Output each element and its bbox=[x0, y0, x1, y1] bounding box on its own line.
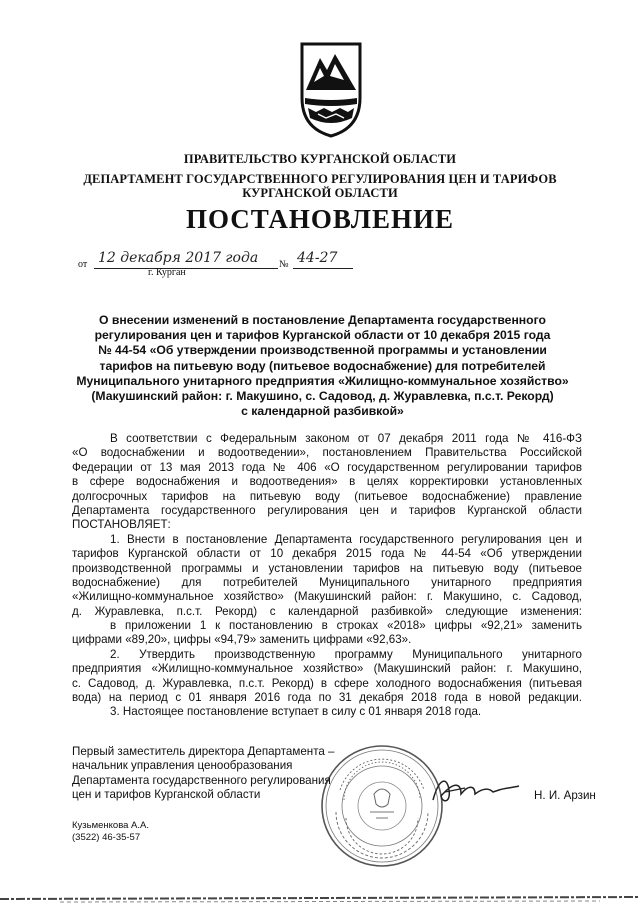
subject-line: тарифов на питьевую воду (питьевое водоснабжение) для потребителей bbox=[99, 358, 546, 373]
body-line: вода) на период с 01 января 2016 года по 31 декабря 2018 года в новой редакции. bbox=[72, 691, 582, 705]
body-line: с. Садовод, д. Журавлевка, п.с.т. Рекорд) в сфере холодного водоснабжения (питьевая bbox=[72, 676, 582, 690]
signatory-position-line: Первый заместитель директора Департамента – bbox=[72, 745, 335, 758]
signature-block bbox=[72, 745, 335, 803]
document-body bbox=[72, 432, 582, 720]
subject-line: О внесении изменений в постановление Департамента государственного bbox=[99, 313, 546, 327]
body-line: Департамента государственного регулирования цен и тарифов Курганской области bbox=[72, 503, 582, 517]
date-line bbox=[78, 250, 378, 280]
executor-name: Кузьменкова А.А. bbox=[72, 820, 150, 831]
executor-phone: (3522) 46-35-57 bbox=[72, 832, 141, 843]
body-line: ПОСТАНОВЛЯЕТ: bbox=[72, 518, 171, 532]
signatory-name: Н. И. Арзин bbox=[534, 789, 596, 802]
signatory-position-line: начальник управления ценообразования bbox=[72, 759, 293, 773]
document-title: ПОСТАНОВЛЕНИЕ bbox=[185, 204, 455, 234]
subject-line: № 44-54 «Об утверждении производственной программы и установлении bbox=[98, 343, 547, 358]
body-line: в сфере водоснабжения и водоотведения» в целях корректировки установленных bbox=[72, 475, 582, 489]
body-line: цифрами «89,20», цифры «94,79» заменить цифрами «92,63». bbox=[72, 633, 412, 647]
coat-of-arms-emblem bbox=[296, 36, 366, 138]
body-line: долгосрочных тарифов на питьевую воду (питьевое водоснабжение) правление bbox=[72, 489, 582, 503]
scan-border-noise bbox=[0, 891, 640, 905]
signatory-position-line: цен и тарифов Курганской области bbox=[72, 788, 261, 802]
number-label: № bbox=[279, 259, 289, 270]
subject-line: (Макушинский район: г. Макушино, с. Садовод, д. Журавлевка, п.с.т. Рекорд) bbox=[91, 389, 554, 404]
document-number: 44-27 bbox=[293, 250, 353, 269]
city-label: г. Курган bbox=[148, 267, 186, 278]
body-line: «Жилищно-коммунальное хозяйство» (Макушинский район: г. Макушино, с. Садовод, bbox=[72, 590, 582, 604]
date-from-label: от bbox=[78, 259, 88, 270]
executor-block bbox=[72, 820, 149, 844]
body-line: тарифов Курганской области от 10 декабря 2015 года № 44-54 «Об утверждении bbox=[72, 547, 582, 561]
body-line: 1. Внести в постановление Департамента государственного регулирования цен и bbox=[110, 532, 582, 546]
body-line: водоснабжение) для потребителей Муниципального унитарного предприятия bbox=[72, 575, 582, 589]
body-line: Федерации от 13 мая 2013 года № 406 «О государственном регулировании тарифов bbox=[72, 460, 582, 474]
body-line: «О водоснабжении и водоотведении», постановлением Правительства Российской bbox=[72, 446, 582, 460]
body-line: В соответствии с Федеральным законом от 07 декабря 2011 года № 416-ФЗ bbox=[110, 432, 582, 445]
body-line: предприятия «Жилищно-коммунальное хозяйство» (Макушинский район: г. Макушино, bbox=[72, 662, 582, 676]
body-line: д. Журавлевка, п.с.т. Рекорд) с календарной разбивкой» следующие изменения: bbox=[72, 604, 582, 618]
document-subject bbox=[60, 313, 585, 419]
document-date: 12 декабря 2017 года bbox=[94, 250, 278, 269]
government-name: ПРАВИТЕЛЬСТВО КУРГАНСКОЙ ОБЛАСТИ bbox=[183, 152, 457, 166]
subject-line: регулирования цен и тарифов Курганской области от 10 декабря 2015 года bbox=[94, 328, 551, 343]
body-line: 3. Настоящее постановление вступает в силу с 01 января 2018 года. bbox=[110, 705, 482, 719]
body-line: 2. Утвердить производственную программу Муниципального унитарного bbox=[110, 647, 582, 661]
body-line: в приложении 1 к постановлению в строках «2018» цифры «92,21» заменить bbox=[110, 619, 582, 633]
signature-mark bbox=[425, 770, 525, 810]
signatory-position-line: Департамента государственного регулирования bbox=[72, 773, 331, 787]
subject-line: с календарной разбивкой» bbox=[241, 404, 404, 419]
body-line: производственной программы и установлении тарифов на питьевую воду (питьевое bbox=[72, 561, 582, 575]
subject-line: Муниципального унитарного предприятия «Жилищно-коммунальное хозяйство» bbox=[76, 373, 569, 388]
department-name-line2: КУРГАНСКОЙ ОБЛАСТИ bbox=[242, 186, 398, 200]
department-name-line1: ДЕПАРТАМЕНТ ГОСУДАРСТВЕННОГО РЕГУЛИРОВАНИЯ ЦЕН И ТАРИФОВ bbox=[83, 172, 557, 186]
